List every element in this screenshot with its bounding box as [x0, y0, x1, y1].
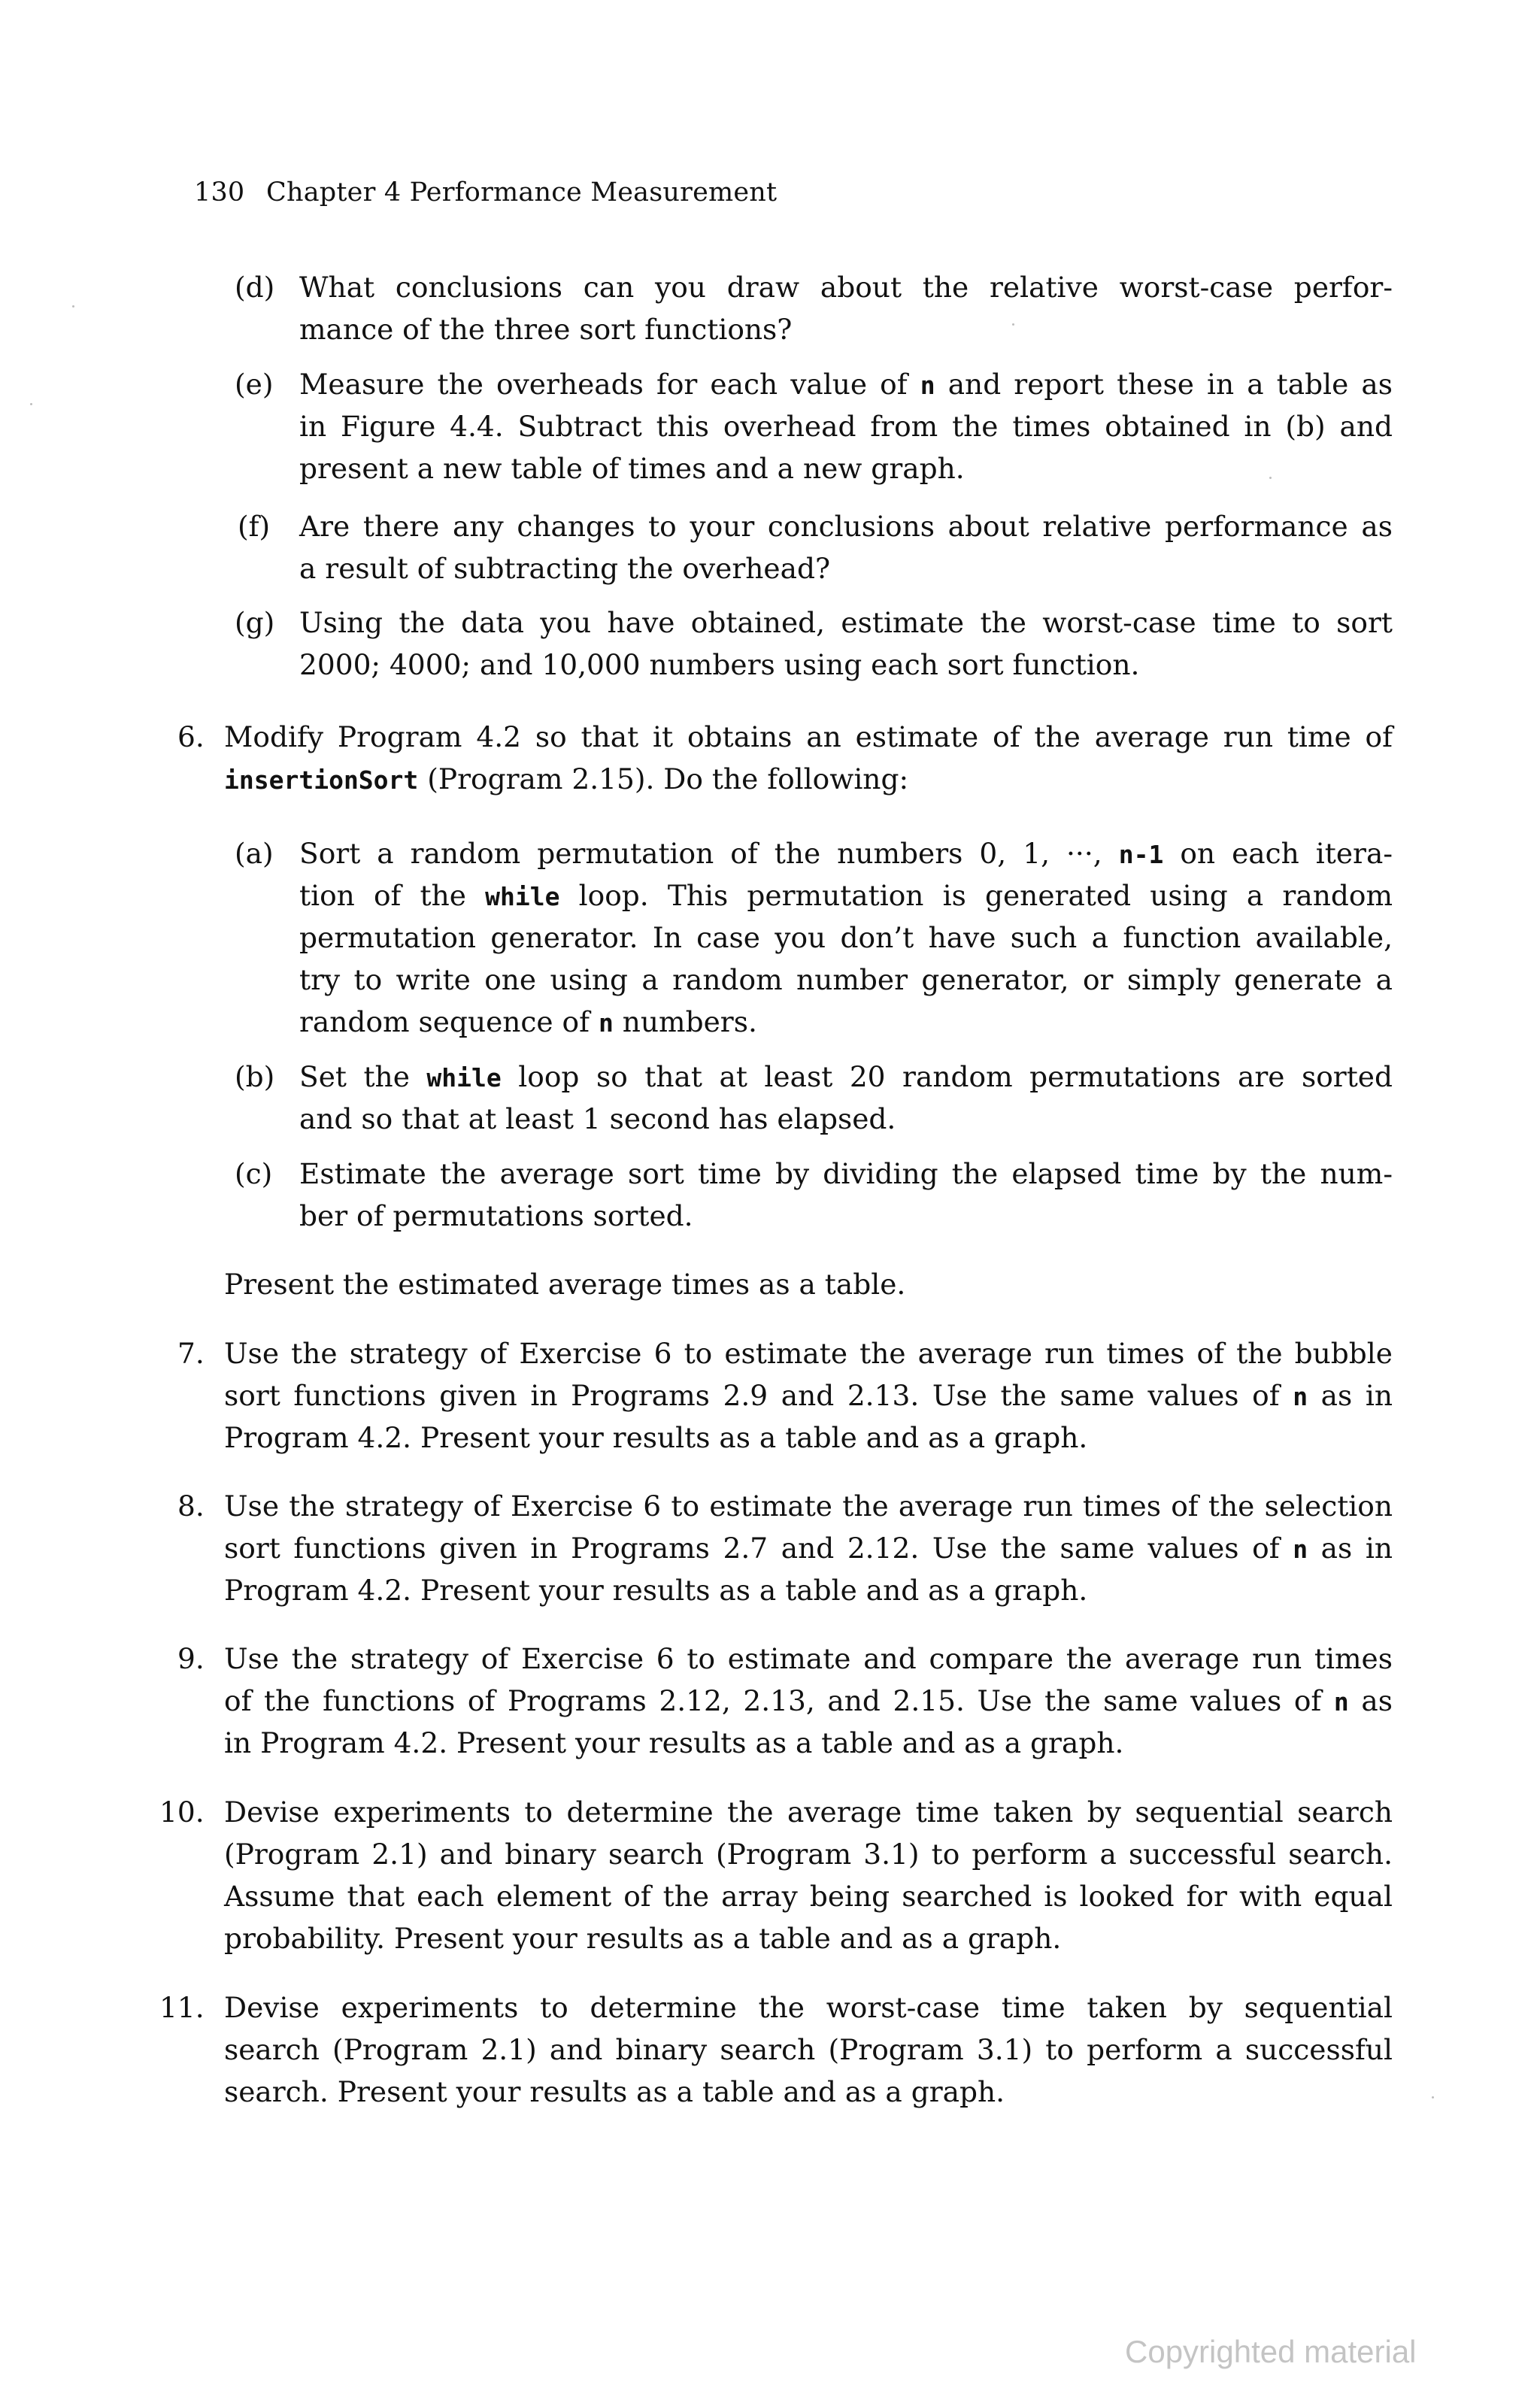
exercise-9-line1: Use the strategy of Exercise 6 to estimate and compare the average run times [224, 1642, 1393, 1675]
text-segment: numbers. [613, 1005, 757, 1038]
subitem-6b-line1 [299, 1060, 1393, 1093]
page-number: 130 [194, 177, 245, 208]
text-segment: random sequence of [299, 1005, 599, 1038]
text-segment: of the functions of Programs 2.12, 2.13, and 2.15. Use the same values of [224, 1684, 1334, 1717]
exercise-11-line2: search (Program 2.1) and binary search (Program 3.1) to perform a successful [224, 2033, 1393, 2066]
exercise-6-line1: Modify Program 4.2 so that it obtains an estimate of the average run time of [224, 720, 1393, 753]
subitem-label-e: (e) [235, 368, 274, 401]
subitem-6a-line2 [299, 879, 1393, 912]
subitem-e-line1 [299, 368, 1393, 401]
subitem-6a-line5 [299, 1005, 757, 1038]
subitem-label-6c: (c) [235, 1157, 273, 1190]
chapter-title: Chapter 4 Performance Measurement [266, 177, 778, 208]
subitem-d-line2: mance of the three sort functions? [299, 313, 793, 346]
code-n-minus-1: n-1 [1118, 840, 1164, 869]
text-segment: as [1348, 1684, 1393, 1717]
text-segment: on each itera- [1163, 837, 1393, 870]
exercise-8-line2 [224, 1532, 1393, 1565]
subitem-label-d: (d) [235, 271, 275, 304]
exercise-9-line3: in Program 4.2. Present your results as a table and as a graph. [224, 1726, 1124, 1759]
copyright-watermark: Copyrighted material [1125, 2334, 1417, 2369]
exercise-7-line1: Use the strategy of Exercise 6 to estimate the average run times of the bubble [224, 1337, 1393, 1370]
exercise-9-line2 [224, 1684, 1393, 1717]
subitem-label-6a: (a) [235, 837, 274, 870]
code-n: n [1293, 1535, 1308, 1564]
code-n: n [1293, 1382, 1308, 1411]
text-segment: sort functions given in Programs 2.9 and 2.13. Use the same values of [224, 1379, 1293, 1412]
scan-speck [1269, 477, 1272, 479]
code-while: while [426, 1063, 502, 1092]
exercise-number-10: 10. [159, 1796, 205, 1829]
text-segment: as in [1308, 1379, 1393, 1412]
text-segment: (Program 2.15). Do the following: [418, 762, 909, 795]
subitem-6c-line2: ber of permutations sorted. [299, 1199, 693, 1232]
exercise-8-line1: Use the strategy of Exercise 6 to estimate the average run times of the selection [224, 1489, 1393, 1523]
subitem-e-line3: present a new table of times and a new graph. [299, 452, 965, 485]
exercise-7-line3: Program 4.2. Present your results as a table and as a graph. [224, 1421, 1088, 1454]
subitem-label-6b: (b) [235, 1060, 275, 1093]
text-segment: loop so that at least 20 random permutations are sorted [501, 1060, 1393, 1093]
text-segment: Set the [299, 1060, 427, 1093]
subitem-6b-line2: and so that at least 1 second has elapsed. [299, 1102, 896, 1135]
subitem-6a-line4: try to write one using a random number generator, or simply generate a [299, 963, 1393, 996]
exercise-6-present: Present the estimated average times as a table. [224, 1268, 906, 1301]
exercise-8-line3: Program 4.2. Present your results as a table and as a graph. [224, 1574, 1088, 1607]
subitem-e-line2: in Figure 4.4. Subtract this overhead from the times obtained in (b) and [299, 410, 1393, 443]
text-segment: tion of the [299, 879, 486, 912]
code-while: while [485, 882, 560, 911]
subitem-d-line1: What conclusions can you draw about the relative worst-case perfor- [299, 271, 1393, 304]
exercise-10-line1: Devise experiments to determine the average time taken by sequential search [224, 1796, 1393, 1829]
exercise-number-7: 7. [177, 1337, 205, 1370]
subitem-g-line1: Using the data you have obtained, estimate the worst-case time to sort [299, 606, 1393, 639]
text-segment: loop. This permutation is generated using a random [559, 879, 1393, 912]
exercise-7-line2 [224, 1379, 1393, 1412]
text-segment: sort functions given in Programs 2.7 and 2.12. Use the same values of [224, 1532, 1293, 1565]
exercise-11-line1: Devise experiments to determine the worst-case time taken by sequential [224, 1991, 1393, 2024]
exercise-number-6: 6. [177, 720, 205, 753]
text-segment: as in [1308, 1532, 1393, 1565]
exercise-number-11: 11. [159, 1991, 205, 2024]
exercise-11-line3: search. Present your results as a table and as a graph. [224, 2075, 1005, 2108]
subitem-f-line2: a result of subtracting the overhead? [299, 552, 831, 585]
subitem-g-line2: 2000; 4000; and 10,000 numbers using each sort function. [299, 648, 1140, 681]
text-segment: and report these in a table as [935, 368, 1393, 401]
exercise-10-line3: Assume that each element of the array being searched is looked for with equal [224, 1880, 1393, 1913]
exercise-6-line2 [224, 762, 909, 795]
exercise-number-9: 9. [177, 1642, 205, 1675]
subitem-6c-line1: Estimate the average sort time by dividing the elapsed time by the num- [299, 1157, 1393, 1190]
text-segment: Measure the overheads for each value of [299, 368, 920, 401]
scan-speck [30, 403, 32, 405]
subitem-label-g: (g) [235, 606, 275, 639]
subitem-6a-line1 [299, 837, 1393, 870]
exercise-10-line2: (Program 2.1) and binary search (Program 3.1) to perform a successful search. [224, 1838, 1393, 1871]
code-n: n [920, 371, 935, 400]
scan-speck [1012, 323, 1014, 326]
scan-speck [1432, 2096, 1434, 2099]
code-n: n [598, 1008, 614, 1038]
exercise-10-line4: probability. Present your results as a table and as a graph. [224, 1922, 1062, 1955]
subitem-label-f: (f) [238, 510, 271, 543]
code-insertionsort: insertionSort [224, 765, 419, 795]
text-segment: Sort a random permutation of the numbers 0, 1, ···, [299, 837, 1119, 870]
code-n: n [1333, 1687, 1349, 1717]
subitem-6a-line3: permutation generator. In case you don’t have such a function available, [299, 921, 1393, 954]
scan-speck [72, 305, 74, 308]
exercise-number-8: 8. [177, 1489, 205, 1523]
subitem-f-line1: Are there any changes to your conclusions about relative performance as [299, 510, 1393, 543]
running-head [194, 177, 777, 208]
